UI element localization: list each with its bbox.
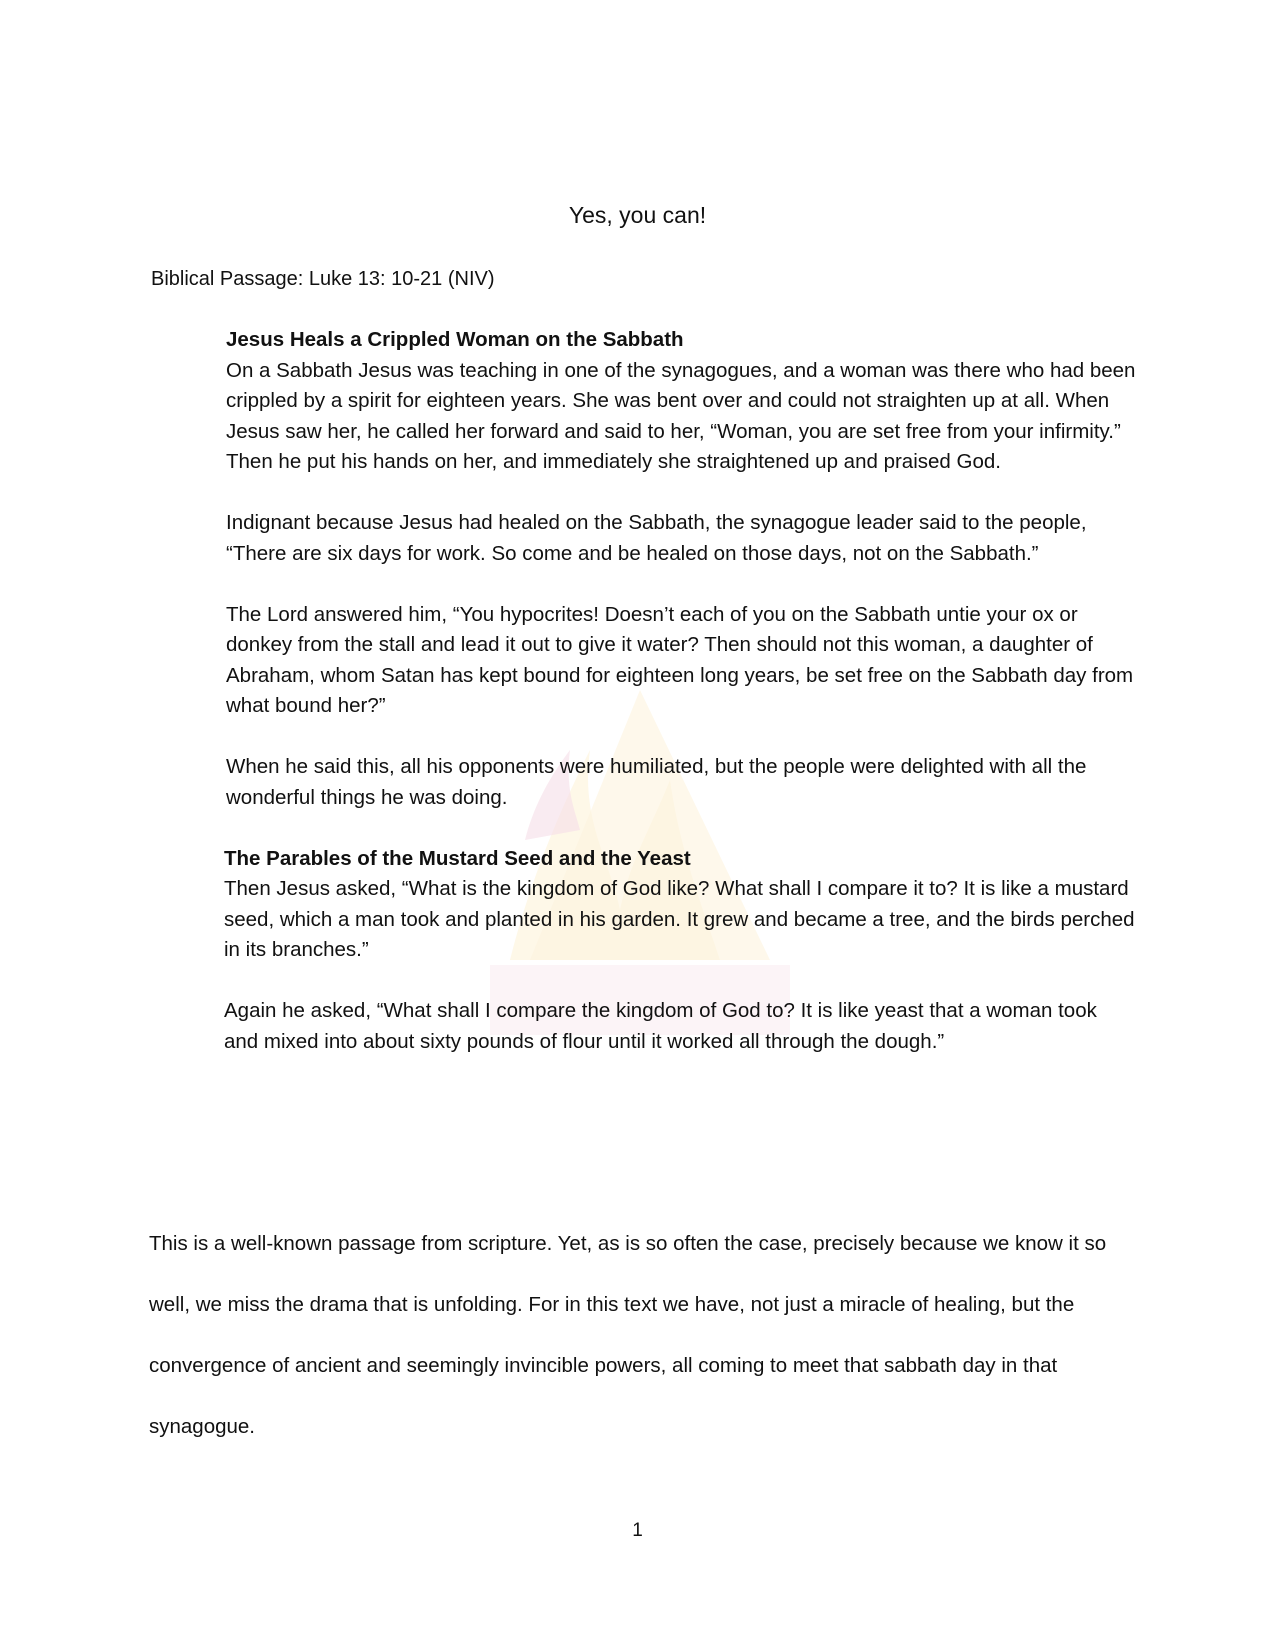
scripture-paragraph: Again he asked, “What shall I compare the kingdom of God to? It is like yeast that a woman took and mixed into about sixty pounds of flour until it worked all through the dough.” xyxy=(224,999,1097,1053)
document-title: Yes, you can! xyxy=(568,202,707,228)
body-paragraph: This is a well-known passage from scripture. Yet, as is so often the case, precisely because we know it so well, we miss the drama that is unfolding. For in this text we have, not just a miracle of healing, but the convergence of ancient and seemingly invincible powers, all coming to meet that sabbath day in that synagogue. xyxy=(149,1232,1107,1438)
scripture-paragraph: Then Jesus asked, “What is the kingdom of God like? What shall I compare it to? It is like a mustard seed, which a man took and planted in his garden. It grew and became a tree, and the birds perched in its branches.” xyxy=(224,877,1135,961)
scripture-paragraph: The Lord answered him, “You hypocrites! Doesn’t each of you on the Sabbath untie your ox or donkey from the stall and lead it out to give it water? Then should not this woman, a daughter of Abraham, whom Satan has kept bound for eighteen long years, be set free on the Sabbath day from what bound her?” xyxy=(226,602,1134,717)
scripture-paragraph: When he said this, all his opponents were humiliated, but the people were delighted with all the wonderful things he was doing. xyxy=(226,755,1087,809)
scripture-paragraph: On a Sabbath Jesus was teaching in one of the synagogues, and a woman was there who had been crippled by a spirit for eighteen years. She was bent over and could not straighten up at all. When Jesus saw her, he called her forward and said to her, “Woman, you are set free from your infirmity.” Then he put his hands on her, and immediately she straightened up and praised God. xyxy=(226,358,1136,473)
section-heading: Jesus Heals a Crippled Woman on the Sabbath xyxy=(226,328,684,351)
section-parables xyxy=(224,844,1136,1058)
passage-reference: Biblical Passage: Luke 13: 10-21 (NIV) xyxy=(151,268,495,290)
page-number: 1 xyxy=(632,1520,643,1541)
scripture-paragraph: Indignant because Jesus had healed on the Sabbath, the synagogue leader said to the people, “There are six days for work. So come and be healed on those days, not on the Sabbath.” xyxy=(226,511,1087,565)
scripture-block xyxy=(226,325,1136,1088)
sermon-body xyxy=(149,1213,1129,1457)
section-heading: The Parables of the Mustard Seed and the Yeast xyxy=(224,846,691,870)
section-healing xyxy=(226,325,1136,813)
